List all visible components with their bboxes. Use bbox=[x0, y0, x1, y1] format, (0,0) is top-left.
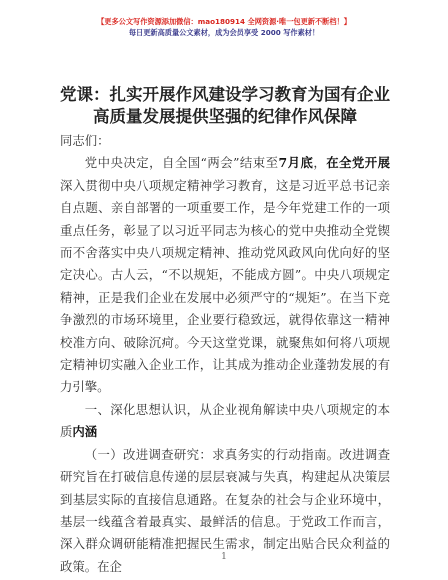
promo-banner-line1: 【更多公文写作资源添加微信：mao180914 全网资源·唯一包更新不断档！】 bbox=[97, 17, 351, 26]
section-heading-1 bbox=[60, 399, 390, 444]
document-body bbox=[60, 130, 390, 578]
subsection-text-1: 改进调查研究旨在打破信息传递的层层衰减与失真，构建起从决策层到基层实际的直接信息通路。在复杂的社会与企业环境中，基层一线蕴含着最真实、最鲜活的信息。于党政工作而言，深入群众调研能精准把握民生需求，制定出贴合民众利益的政策。在企 bbox=[60, 446, 391, 574]
document-title bbox=[40, 84, 410, 128]
intro-text-a: 党中央决定，自全国“两会”结束至 bbox=[84, 155, 279, 171]
promo-banner bbox=[0, 16, 448, 38]
title-line2: 高质量发展提供坚强的纪律作风保障 bbox=[93, 107, 357, 126]
title-line1: 党课：扎实开展作风建设学习教育为国有企业 bbox=[60, 85, 390, 104]
promo-banner-line2: 每日更新高质量公文素材，成为会员享受 2000 写作素材！ bbox=[128, 28, 320, 37]
subsection-heading-1: （一）改进调查研究：求真务实的行动指南。 bbox=[84, 446, 340, 462]
paragraph-intro bbox=[60, 152, 390, 398]
page-number: 1 bbox=[221, 552, 227, 562]
intro-text-e: 深入贯彻中央八项规定精神学习教育，这是习近平总书记亲自点题、亲自部署的一项重要工作，是今年党建工作的一项重点任务，彰显了以习近平同志为核心的党中央推动全党锲而不舍落实中央八项规定精神、推动党风政风向优向好的坚定决心。古人云，“不以规矩，不能成方圆”。中央八项规定精神，正是我们企业在发展中必须严守的“规矩”。在当下竞争激烈的市场环境里，企业要行稳致远，就得依靠这一精神校准方向、破除沉疴。今天这堂党课，就聚焦如何将八项规定精神切实融入企业工作，让其成为推动企业蓬勃发展的有力引擎。 bbox=[60, 177, 390, 395]
section-heading-1-emphasis: 内涵 bbox=[72, 424, 98, 440]
salutation: 同志们： bbox=[60, 133, 110, 148]
intro-date: 7月底 bbox=[278, 155, 314, 171]
intro-text-c: ， bbox=[313, 155, 327, 171]
section-heading-1-text: 一、深化思想认识，从企业视角解读中央八项规定的本质 bbox=[60, 401, 390, 440]
intro-emphasis: 在全党开展 bbox=[326, 155, 391, 171]
